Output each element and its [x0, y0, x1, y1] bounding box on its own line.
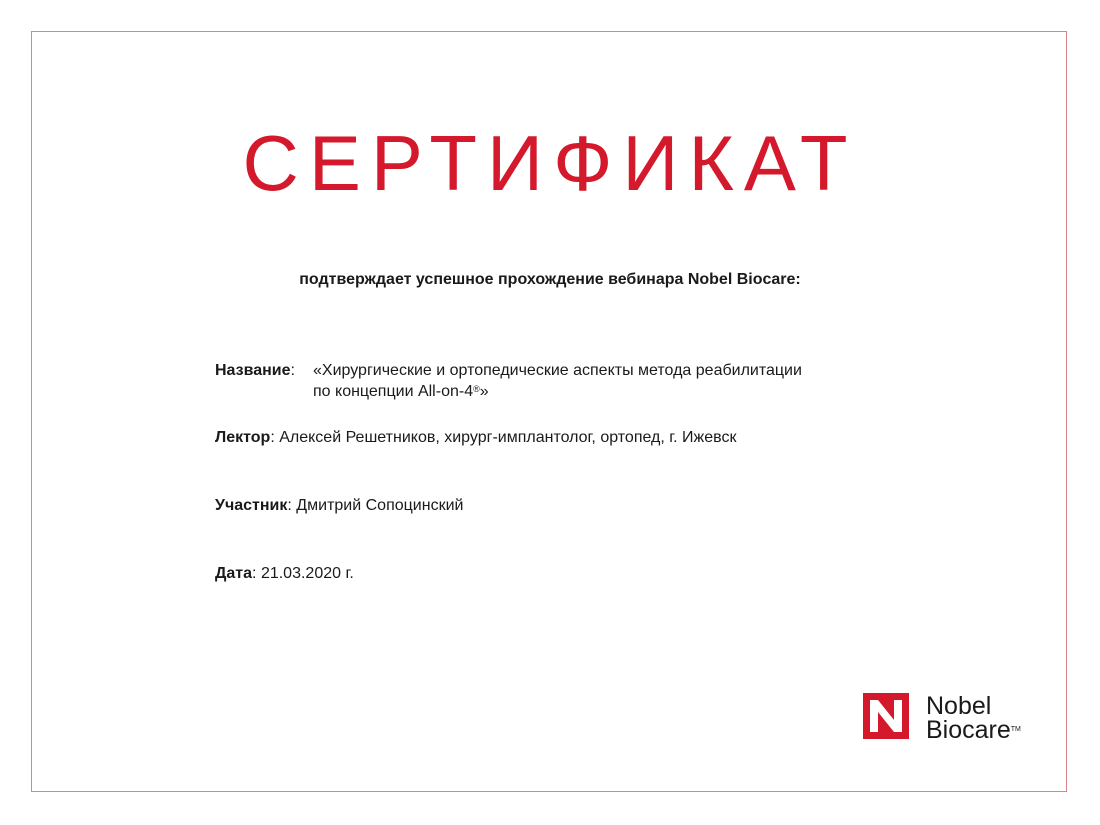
lector-value: Алексей Решетников, хирург-имплантолог, ортопед, г. Ижевск [279, 429, 737, 446]
certificate-title: СЕРТИФИКАТ [242, 119, 858, 207]
lector-field [215, 427, 736, 448]
participant-value: Дмитрий Сопоцинский [296, 497, 464, 514]
webinar-name-line2-end: » [479, 383, 489, 400]
webinar-name [313, 360, 802, 402]
logo-line1: Nobel [926, 692, 992, 720]
certificate-subtitle: подтверждает успешное прохождение вебинара Nobel Biocare: [299, 271, 801, 288]
participant-colon: : [287, 497, 292, 514]
date-value: 21.03.2020 г. [260, 565, 354, 582]
name-colon: : [290, 362, 295, 379]
logo-trademark: TM [1010, 726, 1021, 733]
nobel-biocare-logo-icon [860, 690, 912, 742]
logo-line2 [926, 718, 1021, 742]
lector-colon: : [270, 429, 275, 446]
logo-line2-text: Biocare [926, 716, 1011, 744]
date-field [215, 563, 354, 584]
date-colon: : [252, 565, 257, 582]
lector-label: Лектор [215, 429, 271, 446]
webinar-name-line1: «Хирургические и ортопедические аспекты метода реабилитации [313, 362, 802, 379]
nobel-biocare-logo [860, 690, 1040, 750]
logo-wordmark [926, 694, 1021, 742]
date-label: Дата [215, 565, 253, 582]
name-field-label [215, 360, 295, 381]
participant-field [215, 495, 463, 516]
name-label: Название [215, 362, 291, 379]
registered-mark: ® [473, 384, 480, 394]
webinar-name-line2-text: по концепции All-on-4 [313, 383, 474, 400]
participant-label: Участник [215, 497, 288, 514]
webinar-name-line2 [313, 381, 802, 402]
